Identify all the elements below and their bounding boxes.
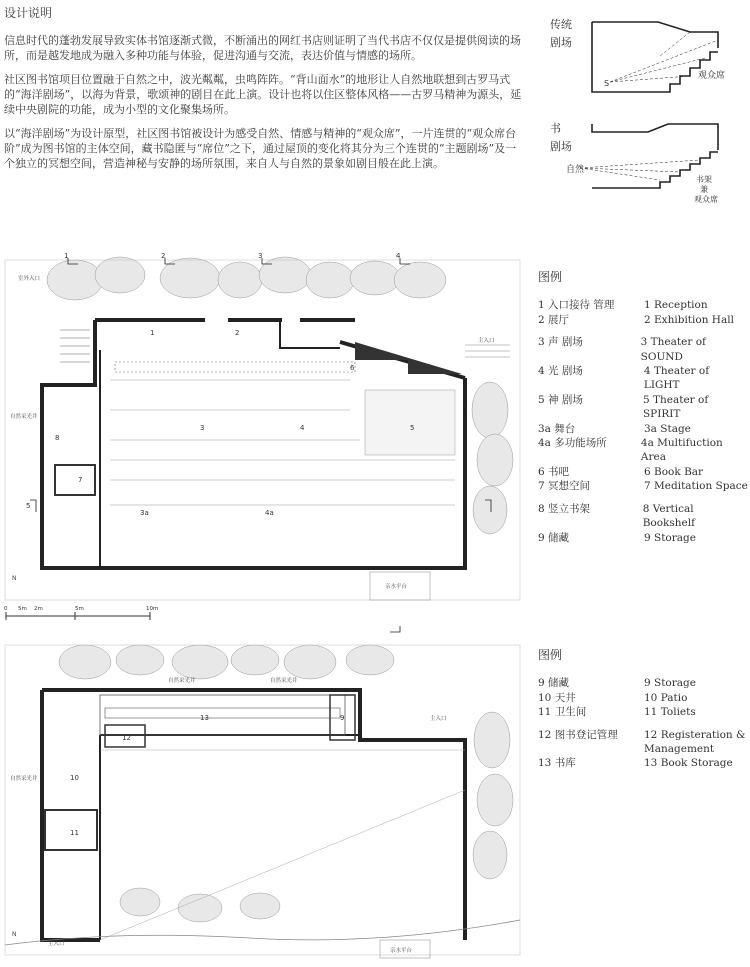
description-paragraph-1: 信息时代的蓬勃发展导致实体书馆逐渐式微，不断涌出的网红书店则证明了当代书店不仅仅是提供阅读的场所，而是越发地成为融入多种功能与体验，促进沟通与交流，表达价值与情感的场所。 <box>4 34 521 62</box>
legend-item <box>538 705 748 719</box>
room-number-4a: 4a <box>265 509 274 517</box>
bookstore-audience-2: 兼 <box>700 185 708 194</box>
meditation-room <box>55 465 95 495</box>
room-number-3: 3 <box>200 424 205 432</box>
entrance-steps <box>465 345 510 357</box>
light-court-label: 自然采光井 <box>10 414 38 420</box>
legend-zh: 7 冥想空间 <box>538 480 591 493</box>
traditional-audience-label: 观众席 <box>698 71 726 81</box>
bookstore-nature-label: 自然 <box>566 165 585 175</box>
room-number-2: 2 <box>235 329 240 337</box>
legend-item <box>538 364 748 393</box>
legend-title: 图例 <box>538 270 563 284</box>
roof-wedge <box>355 342 462 374</box>
legend-zh: 9 储藏 <box>538 531 570 544</box>
description-paragraph-2: 社区图书馆项目位置融于自然之中，波光粼粼，虫鸣阵阵。“背山面水”的地形让人自然地联想到古罗马式的“海洋剧场”，以海为背景，歌颂神的剧目在此上演。设计也将以住区整体风格——古罗马精神为源头，延续中央剧院的功能，成为小型的文化聚集场所。 <box>4 73 522 116</box>
scale-tick-0: 0 <box>4 606 8 612</box>
legend-item <box>538 479 748 493</box>
legend-zh: 10 天井 <box>538 691 576 704</box>
patio-label-b: 自然采光井 <box>270 678 298 684</box>
room-number-12: 12 <box>122 734 131 742</box>
legend-item <box>538 436 748 465</box>
basement-floor-plan <box>0 640 530 967</box>
legend-item <box>538 393 748 422</box>
main-entrance-label: 主入口 <box>478 338 495 344</box>
legend-en: 3 Theater of SOUND <box>640 336 706 363</box>
legend-group-1 <box>538 676 748 719</box>
legend-en: 13 Book Storage <box>644 757 733 770</box>
room-number-4: 4 <box>300 424 305 432</box>
legend-group-2 <box>538 335 748 493</box>
light-court-label: 自然采光井 <box>10 776 38 782</box>
legend-en: 10 Patio <box>644 691 688 704</box>
section-diagrams <box>540 10 750 210</box>
legend-en: 2 Exhibition Hall <box>644 313 734 326</box>
legend-item <box>538 335 748 364</box>
legend-zh: 12 图书登记管理 <box>538 728 618 741</box>
bookstore-title-1: 书 <box>550 122 561 135</box>
legend-en: 6 Book Bar <box>644 465 704 478</box>
legend-group-1 <box>538 298 748 327</box>
legend-item <box>538 422 748 436</box>
legend-zh: 1 入口接待 管理 <box>538 299 615 312</box>
room-number-5: 5 <box>410 424 415 432</box>
legend-title: 图例 <box>538 648 563 662</box>
traditional-title-2: 剧场 <box>550 36 572 49</box>
north-label: N <box>12 931 17 938</box>
legend-en: 4a Multifuction Area <box>640 437 723 464</box>
legend-group-3 <box>538 502 748 545</box>
traditional-stage-mark: S <box>604 79 610 88</box>
legend-item <box>538 756 748 770</box>
legend-group-2 <box>538 728 748 771</box>
legend-item <box>538 465 748 479</box>
tree-cluster-right <box>472 382 513 534</box>
entrance-label: 主入口 <box>430 716 447 722</box>
room-number-9: 9 <box>340 714 345 722</box>
legend-item <box>538 691 748 705</box>
legend-en: 7 Meditation Space <box>644 480 748 493</box>
legend-zh: 11 卫生间 <box>538 706 587 719</box>
bookstore-audience-1: 书架 <box>696 175 712 184</box>
description-paragraph-3: 以“海洋剧场”为设计原型，社区图书馆被设计为感受自然、情感与精神的“观众席”，一片连贯的“观众席台阶”成为图书馆的主体空间，藏书隐匿与“席位”之下，通过屋顶的变化将其分为三个连贯的“主题剧场”及一个独立的冥想空间，营造神秘与安静的场所氛围，来自人与自然的景象如剧目般在此上演。 <box>4 127 517 170</box>
room-number-1: 1 <box>150 329 155 337</box>
legend-item <box>538 676 748 690</box>
legend-zh: 13 书库 <box>538 757 576 770</box>
legend-zh: 2 展厅 <box>538 313 570 326</box>
room-number-8: 8 <box>55 434 60 442</box>
legend-en: 5 Theater of SPIRIT <box>642 393 709 421</box>
legend-basement <box>538 648 748 771</box>
entrance-top-label: 室外入口 <box>18 276 41 282</box>
section-mark-5: 5 <box>26 502 31 510</box>
legend-item <box>538 531 748 545</box>
legend-zh: 9 储藏 <box>538 677 570 690</box>
room-number-13: 13 <box>200 714 209 722</box>
legend-zh: 3a 舞台 <box>538 422 576 435</box>
tree-cluster-top <box>47 257 446 300</box>
legend-en: 11 Toliets <box>644 706 696 719</box>
legend-ground-floor <box>538 270 748 545</box>
tree-cluster-right <box>473 712 513 879</box>
scale-tick-2: 2m <box>34 606 43 612</box>
section-mark-1: 1 <box>64 252 69 260</box>
tree-cluster-top <box>59 645 394 679</box>
scale-tick-4: 10m <box>146 606 159 612</box>
bookstore-title-2: 剧场 <box>550 140 572 153</box>
legend-zh: 5 神 剧场 <box>538 393 583 406</box>
entrance-label-2: 主入口 <box>48 941 65 947</box>
legend-item <box>538 313 748 327</box>
legend-zh: 4 光 剧场 <box>538 365 583 378</box>
design-description <box>4 6 524 180</box>
legend-item <box>538 298 748 312</box>
bookshelf-row <box>115 362 355 372</box>
legend-en: 3a Stage <box>644 422 691 435</box>
legend-en: 1 Reception <box>644 299 708 312</box>
ground-floor-plan <box>0 250 530 645</box>
platform-label: 亲水平台 <box>390 948 413 954</box>
legend-zh: 4a 多功能场所 <box>538 437 607 450</box>
room-number-10: 10 <box>70 774 79 782</box>
description-heading: 设计说明 <box>4 6 53 20</box>
traditional-title-1: 传统 <box>550 18 572 31</box>
bookstore-audience-3: 观众席 <box>694 195 718 204</box>
room-number-11: 11 <box>70 829 79 837</box>
section-mark-2: 2 <box>161 252 166 260</box>
room-number-7: 7 <box>78 476 83 484</box>
storage-shelves <box>105 708 340 718</box>
legend-zh: 8 竖立书架 <box>538 502 591 515</box>
platform-label: 亲水平台 <box>385 584 408 590</box>
legend-en: 9 Storage <box>644 531 696 544</box>
legend-item <box>538 728 748 757</box>
stair <box>60 330 90 362</box>
legend-en: 9 Storage <box>644 677 696 690</box>
section-mark-4: 4 <box>396 252 401 260</box>
traditional-section <box>592 22 718 92</box>
legend-en: 8 Vertical Bookshelf <box>642 502 696 530</box>
legend-zh: 3 声 剧场 <box>538 336 583 349</box>
room-number-6: 6 <box>350 364 355 372</box>
legend-item <box>538 502 748 531</box>
scale-bar <box>6 612 150 620</box>
scale-tick-3: 5m <box>75 606 84 612</box>
legend-zh: 6 书吧 <box>538 465 570 478</box>
patio-label-a: 自然采光井 <box>168 678 196 684</box>
tree-cluster-bottom <box>120 888 280 922</box>
stage-area <box>365 390 455 455</box>
section-mark-3: 3 <box>258 252 263 260</box>
north-label: N <box>12 575 17 582</box>
legend-en: 4 Theater of LIGHT <box>643 365 710 392</box>
legend-en: 12 Registeration & Management <box>644 728 746 756</box>
scale-tick-1: 5m <box>18 606 27 612</box>
room-number-3a: 3a <box>140 509 149 517</box>
